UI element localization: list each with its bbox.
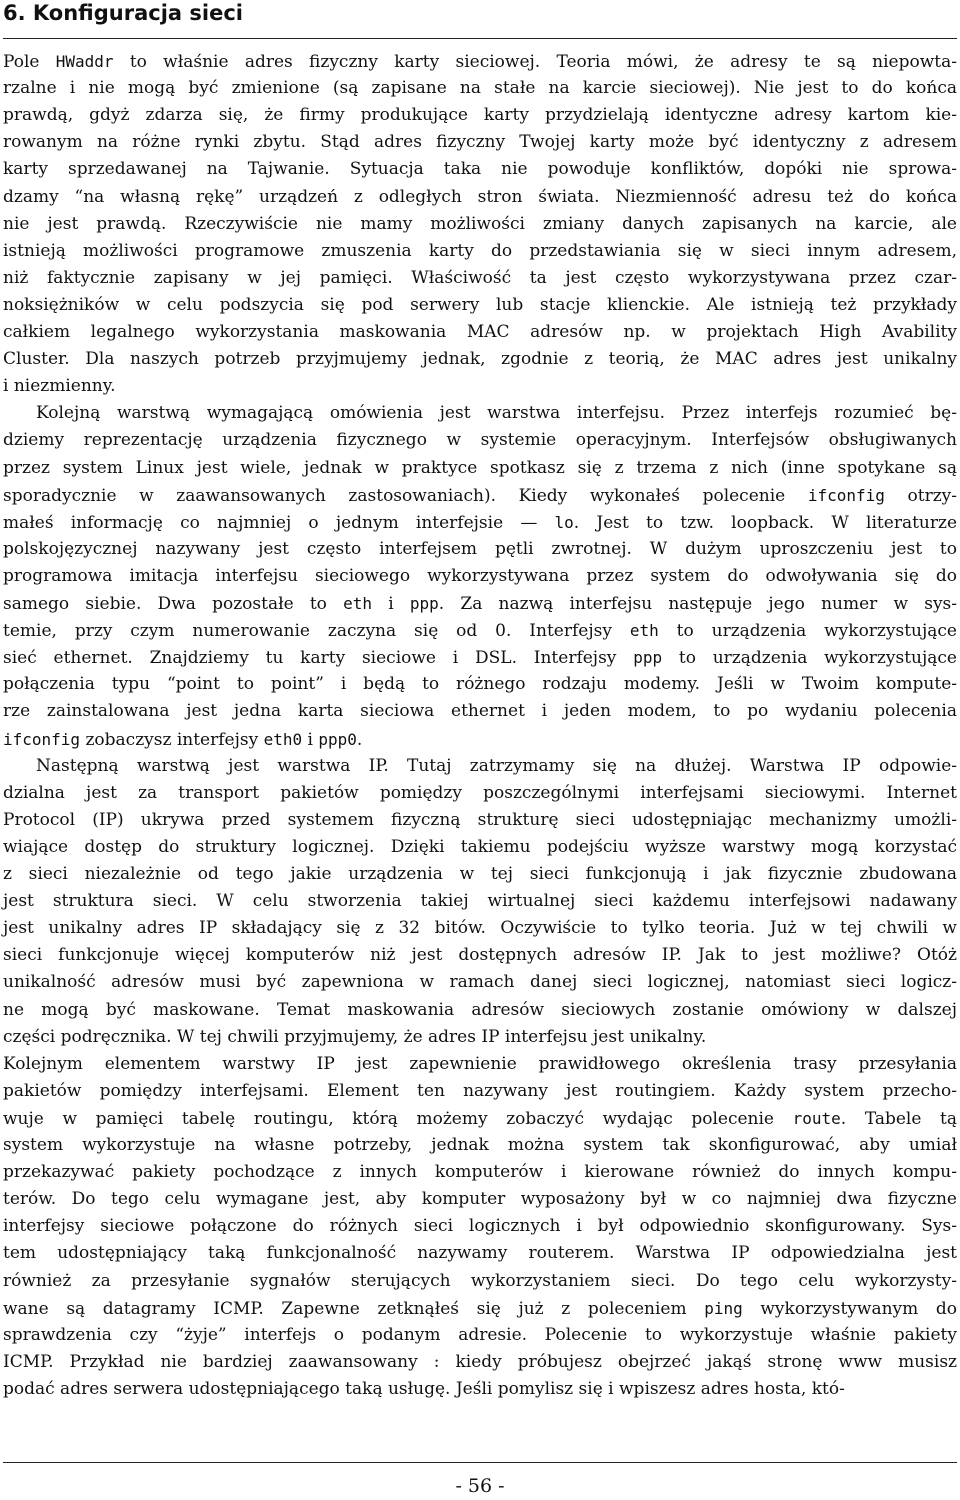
text-line: sporadycznie w zaawansowanych zastosowaniach). Kiedy wykonałeś polecenie ifconfig otrzy- <box>3 485 957 506</box>
text-line: terów. Do tego celu wymagane jest, aby komputer wyposażony był w co najmniej dwa fizyczne <box>3 1189 957 1210</box>
text-line: podać adres serwera udostępniającego taką usługę. Jeśli pomylisz się i wpiszesz adres hosta, któ- <box>3 1378 845 1399</box>
code-term: ppp <box>409 594 439 613</box>
text-line: temie, przy czym numerowanie zaczyna się od 0. Interfejsy eth to urządzenia wykorzystujące <box>3 621 957 642</box>
text-line: dziemy reprezentację urządzenia fizycznego w systemie operacyjnym. Interfejsów obsługiwanych <box>3 430 957 451</box>
text-line: Cluster. Dla naszych potrzeb przyjmujemy jednak, zgodnie z teorią, że MAC adres jest unikalny <box>3 349 957 370</box>
text-line: sprawdzenia czy “żyje” interfejs o podanym adresie. Polecenie to wykorzystuje właśnie pakiety <box>3 1324 957 1345</box>
text-line: Protocol (IP) ukrywa przed systemem fizyczną strukturę sieci udostępniając mechanizmy umożli- <box>3 809 957 830</box>
code-term: lo <box>554 512 574 532</box>
text-line: i niezmienny. <box>3 376 116 397</box>
text-line: jest unikalny adres IP składający się z 32 bitów. Oczywiście to tylko teoria. Już w tej chwili w <box>3 918 957 939</box>
text-line: nie jest prawdą. Rzeczywiście nie mamy możliwości zmiany danych zapisanych na karcie, ale <box>3 213 957 234</box>
text-line: dzamy “na własną rękę” urządzeń z odległych stron świata. Niezmienność adresu też do końca <box>3 186 957 207</box>
text-line: wiające dostęp do struktury logicznej. Dzięki takiemu podejściu wyższe warstwy mogą korzystać <box>3 836 957 857</box>
code-term: ifconfig <box>807 485 885 505</box>
code-term: eth0 <box>263 729 303 749</box>
code-term: HWaddr <box>55 52 114 71</box>
text-line: Kolejnym elementem warstwy IP jest zapewnienie prawidłowego określenia trasy przesyłania <box>3 1053 957 1074</box>
text-line: karty sprzedawanej na Tajwanie. Sytuacja taka nie powoduje konfliktów, dopóki nie sprowa- <box>3 159 957 180</box>
text-line: z sieci niezależnie od tego jakie urządzenia w tej sieci funkcjonują i jak fizycznie zbudowana <box>3 864 957 884</box>
text-line: niż faktycznie zapisany w jej pamięci. Właściwość ta jest często wykorzystywana przez czar- <box>3 267 957 288</box>
text-line: istnieją możliwości programowe zmuszenia karty do przedstawiania się w sieci innym adresem, <box>3 240 957 261</box>
header-rule <box>3 38 957 39</box>
code-term: eth <box>343 594 373 613</box>
text-line: polskojęzycznej nazywany jest często interfejsem pętli zwrotnej. W dużym uproszczeniu jest to <box>3 538 957 559</box>
text-line: sieci funkcjonuje więcej komputerów niż jest dostępnych adresów IP. Jak to jest możliwe? Otóż <box>3 945 957 966</box>
text-line: połączenia typu “point to point” i będą to różnego rodzaju modemy. Jeśli w Twoim kompute- <box>3 674 957 695</box>
text-line: system wykorzystuje na własne potrzeby, jednak można system tak skonfigurować, aby umiał <box>3 1135 957 1155</box>
text-line: przekazywać pakiety pochodzące z innych komputerów i kierowane również do innych kompu- <box>3 1162 957 1183</box>
text-line: noksiężników w celu podszycia się pod serwery lub stacje klienckie. Ale istnieją też przykłady <box>3 294 957 315</box>
text-line: wuje w pamięci tabelę routingu, którą możemy zobaczyć wydając polecenie route. Tabele tą <box>3 1108 957 1129</box>
text-line: rze zainstalowana jest jedna karta sieciowa ethernet i jeden modem, to po wydaniu polecenia <box>3 701 957 722</box>
text-line: Następną warstwą jest warstwa IP. Tutaj zatrzymamy się na dłużej. Warstwa IP odpowie- <box>36 755 957 776</box>
text-line: jest struktura sieci. W celu stworzenia takiej wirtualnej sieci każdemu interfejsowi nadawany <box>3 891 957 912</box>
text-line: pakietów pomiędzy interfejsami. Element ten nazywany jest routingiem. Każdy system przecho- <box>3 1080 957 1101</box>
text-line: samego siebie. Dwa pozostałe to eth i ppp. Za nazwą interfejsu następuje jego numer w sys- <box>3 594 958 614</box>
code-term: ping <box>704 1298 743 1318</box>
text-line: Kolejną warstwą wymagającą omówienia jest warstwa interfejsu. Przez interfejs rozumieć bę- <box>36 403 957 424</box>
section-heading: 6. Konfiguracja sieci <box>3 1 243 25</box>
text-line: unikalność adresów musi być zapewniona w ramach danej sieci logicznej, natomiast sieci logicz- <box>3 972 957 993</box>
text-line: interfejsy sieciowe połączone do różnych sieci logicznych i był odpowiednio skonfigurowany. Sys- <box>3 1216 957 1237</box>
text-line: części podręcznika. W tej chwili przyjmujemy, że adres IP interfejsu jest unikalny. <box>3 1026 707 1047</box>
text-line: wane są datagramy ICMP. Zapewne zetknąłeś się już z poleceniem ping wykorzystywanym do <box>3 1298 957 1319</box>
text-line: całkiem legalnego wykorzystania maskowania MAC adresów np. w projektach High Avability <box>3 322 957 342</box>
text-line: tem udostępniający taką funkcjonalność nazywamy routerem. Warstwa IP odpowiedzialna jest <box>3 1243 957 1264</box>
code-term: eth <box>629 621 659 641</box>
code-term: ppp0 <box>318 729 357 749</box>
text-line: przez system Linux jest wiele, jednak w praktyce spotkasz się z trzema z nich (inne spotykane są <box>3 457 957 478</box>
text-line: rowanym na różne rynki zbytu. Stąd adres fizyczny Twojej karty może być identyczny z adresem <box>3 132 957 153</box>
text-line: rzalne i nie mogą być zmienione (są zapisane na stałe na karcie sieciowej). Nie jest to do końca <box>3 78 957 99</box>
page-number: - 56 - <box>455 1475 505 1497</box>
text-line: dzialna jest za transport pakietów pomiędzy poszczególnymi interfejsami sieciowymi. Internet <box>3 782 957 803</box>
text-line: małeś informację co najmniej o jednym interfejsie — lo. Jest to tzw. loopback. W literaturze <box>3 512 958 533</box>
footer-rule <box>3 1462 957 1463</box>
text-line: Pole HWaddr to właśnie adres fizyczny karty sieciowej. Teoria mówi, że adresy te są niepowta- <box>3 52 957 72</box>
text-line: sieć ethernet. Znajdziemy tu karty sieciowe i DSL. Interfejsy ppp to urządzenia wykorzystujące <box>3 648 957 669</box>
text-line: ne mogą być maskowane. Temat maskowania adresów sieciowych zostanie omówiony w dalszej <box>3 999 957 1020</box>
code-term: ifconfig <box>3 729 81 749</box>
text-line: ICMP. Przykład nie bardziej zaawansowany : kiedy próbujesz obejrzeć jakąś stronę www musisz <box>3 1351 957 1372</box>
code-term: route <box>792 1108 841 1128</box>
code-term: ppp <box>633 648 663 668</box>
text-line: ifconfig zobaczysz interfejsy eth0 i ppp0. <box>3 729 363 750</box>
text-line: prawdą, gdyż zdarza się, że firmy produkujące karty przydzielają identyczne adresy kartom kie- <box>3 105 957 126</box>
text-line: również za przesyłanie sygnałów sterujących wykorzystaniem sieci. Do tego celu wykorzysty- <box>3 1270 957 1291</box>
text-line: programowa imitacja interfejsu sieciowego wykorzystywana przez system do odwoływania się do <box>3 565 957 586</box>
